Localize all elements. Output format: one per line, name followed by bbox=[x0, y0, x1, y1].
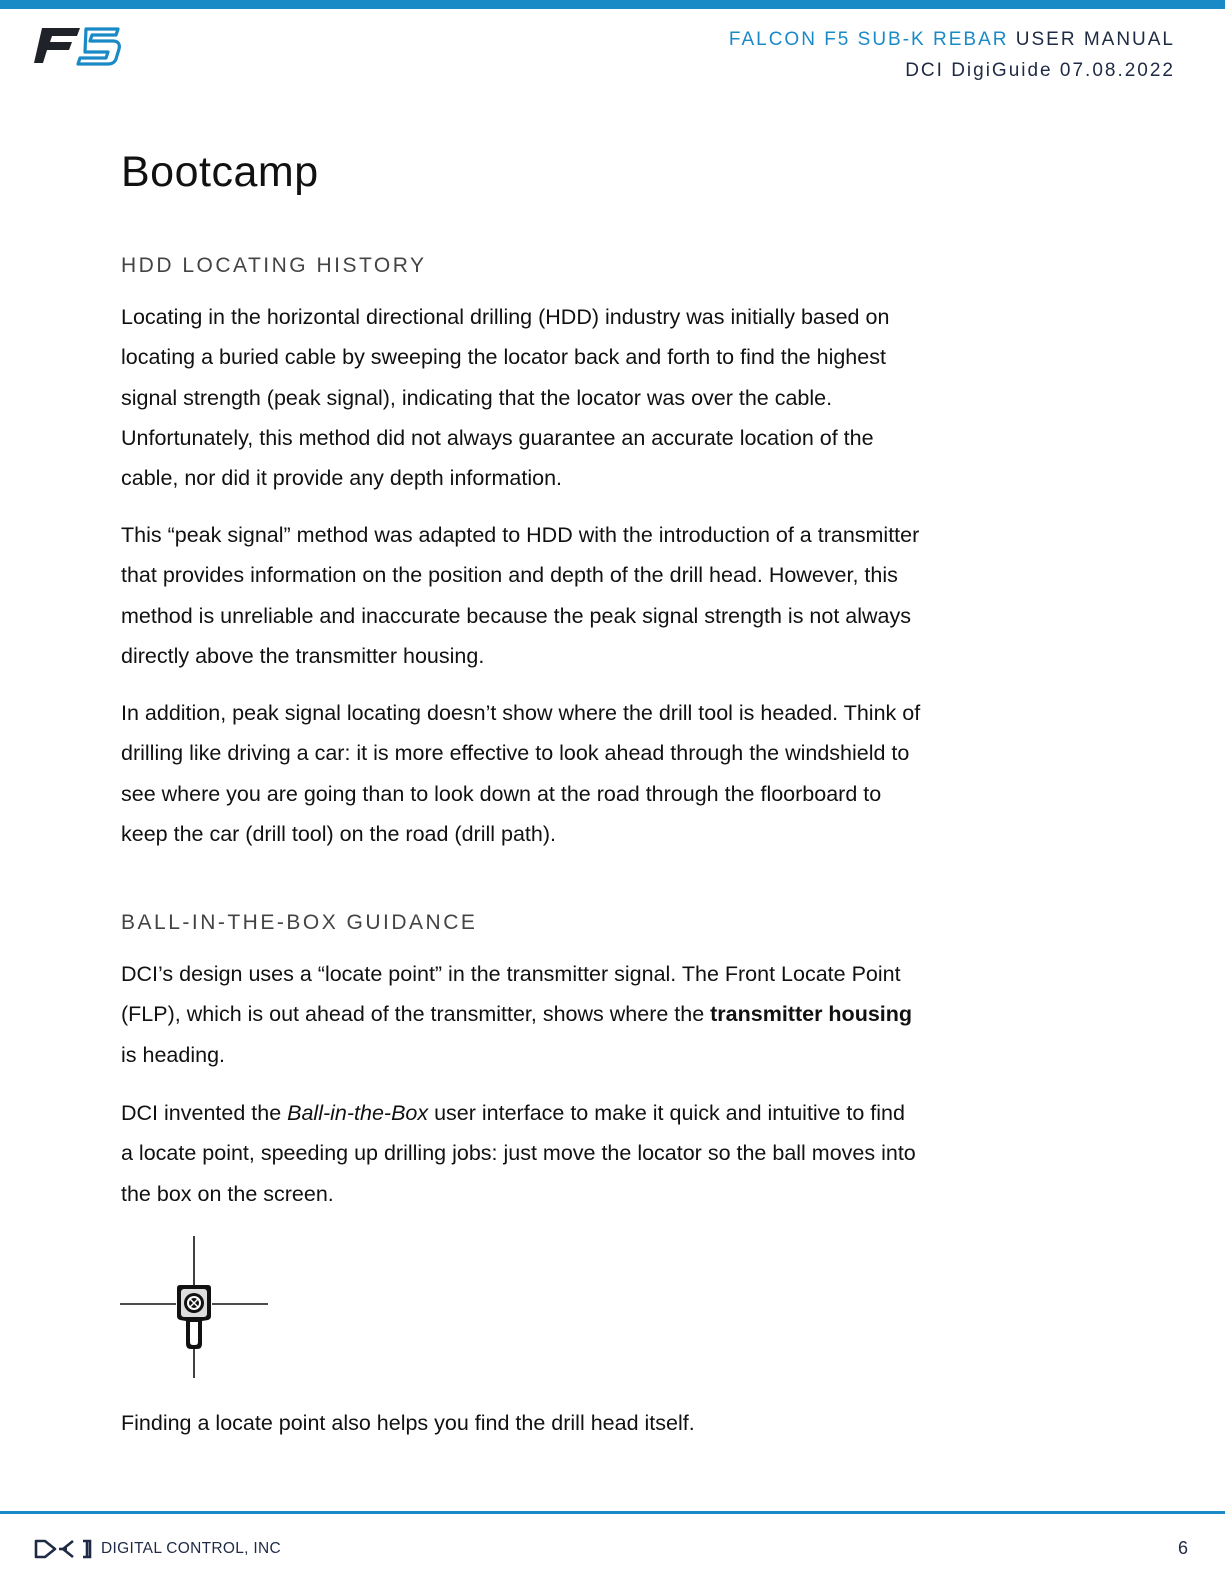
paragraph-text: user interface to make it quick and intuitive to find a locate point, speeding up drilling jobs: just move the locator so the ball moves into the box on the screen. bbox=[121, 1101, 916, 1206]
section-heading-ball-in-box: BALL-IN-THE-BOX GUIDANCE bbox=[121, 911, 478, 934]
italic-term: Ball-in-the-Box bbox=[287, 1101, 429, 1125]
top-accent-bar bbox=[0, 0, 1225, 9]
paragraph bbox=[121, 954, 921, 1075]
footer-rule bbox=[0, 1511, 1225, 1514]
header-subtitle-line bbox=[729, 55, 1175, 86]
footer-company-name: DIGITAL CONTROL, INC bbox=[101, 1540, 281, 1557]
paragraph-text: is heading. bbox=[121, 1042, 225, 1067]
doc-date: 07.08.2022 bbox=[1059, 60, 1175, 81]
ball-in-the-box-icon bbox=[120, 1236, 270, 1396]
paragraph bbox=[121, 1093, 921, 1214]
page-title: Bootcamp bbox=[121, 148, 319, 196]
doc-name: DCI DigiGuide bbox=[905, 60, 1053, 81]
paragraph: Locating in the horizontal directional drilling (HDD) industry was initially based on locating a buried cable by sweeping the locator back and forth to find the highest signal strength (peak signal), indicating that the locator was over the cable. Unfortunately, this method did not always guarantee an accurate location of the cable, nor did it provide any depth information. bbox=[121, 305, 890, 491]
page-number: 6 bbox=[1177, 1538, 1188, 1558]
paragraph-text: DCI’s design uses a “locate point” in the transmitter signal. The Front Locate Point (FLP), which is out ahead of the transmitter, shows where the bbox=[121, 962, 901, 1027]
doc-type: USER MANUAL bbox=[1015, 29, 1175, 50]
paragraph: In addition, peak signal locating doesn’t show where the drill tool is headed. Think of drilling like driving a car: it is more effective to look ahead through the windshield to see where you are going than to look down at the road through the floorboard to keep the car (drill tool) on the road (drill path). bbox=[121, 701, 921, 846]
product-title: FALCON F5 SUB-K REBAR bbox=[728, 29, 1009, 50]
f5-logo-icon bbox=[34, 25, 124, 67]
section-heading-hdd-history: HDD LOCATING HISTORY bbox=[121, 254, 427, 277]
paragraph: This “peak signal” method was adapted to HDD with the introduction of a transmitter that provides information on the position and depth of the drill head. However, this method is unreliable and inaccurate because the peak signal strength is not always directly above the transmitter housing. bbox=[121, 523, 920, 668]
closing-paragraph: Finding a locate point also helps you find the drill head itself. bbox=[121, 1411, 695, 1435]
bold-term: transmitter housing bbox=[710, 1002, 913, 1027]
document-header bbox=[729, 24, 1175, 86]
dci-logo-icon bbox=[34, 1538, 92, 1560]
paragraph-text: DCI invented the bbox=[121, 1101, 288, 1125]
header-title-line bbox=[729, 24, 1175, 55]
